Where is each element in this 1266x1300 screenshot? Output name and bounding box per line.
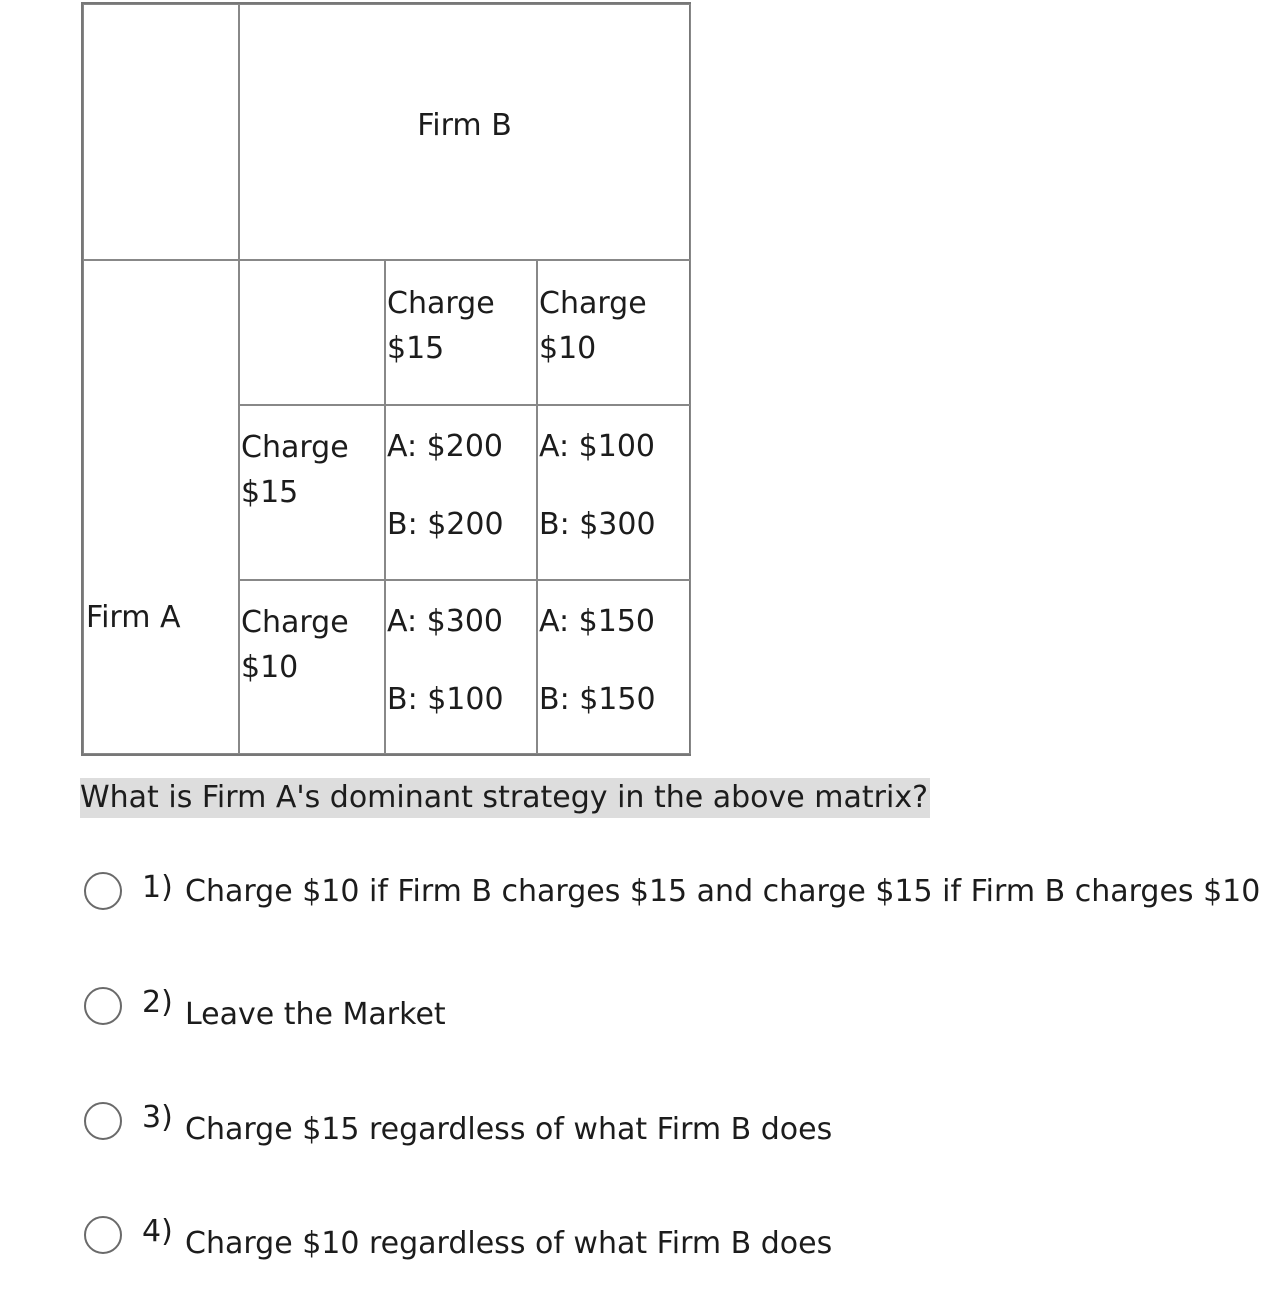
- col-header-label: Charge $15: [387, 286, 495, 366]
- firm-a-label-cell: [83, 260, 240, 754]
- radio-button[interactable]: [84, 1102, 122, 1140]
- payoff-cell: [536, 404, 691, 581]
- payoff-firm-b: B: $150: [539, 682, 656, 717]
- radio-button[interactable]: [84, 987, 122, 1025]
- col-header-label: Charge $10: [539, 286, 647, 366]
- payoff-firm-b: B: $100: [387, 682, 504, 717]
- option-number: 2): [142, 985, 173, 1020]
- payoff-matrix: [81, 2, 691, 756]
- payoff-firm-b: B: $200: [387, 507, 504, 542]
- row-header-label: Charge $10: [241, 605, 349, 685]
- col-header-charge-15: [384, 260, 538, 406]
- matrix-corner-cell: [83, 4, 240, 260]
- row-header-charge-10: [238, 579, 386, 754]
- option-number: 1): [142, 870, 173, 905]
- firm-a-label: Firm A: [86, 600, 181, 635]
- option-number: 4): [142, 1214, 173, 1249]
- option-text: Charge $10 if Firm B charges $15 and charge $15 if Firm B charges $10: [185, 874, 1261, 909]
- option-text: Charge $10 regardless of what Firm B does: [185, 1226, 833, 1261]
- row-header-label: Charge $15: [241, 430, 349, 510]
- row-header-charge-15: [238, 404, 386, 581]
- option-number: 3): [142, 1100, 173, 1135]
- inner-corner-cell: [238, 260, 386, 406]
- payoff-firm-a: A: $150: [539, 604, 655, 639]
- firm-b-label: Firm B: [417, 108, 512, 143]
- payoff-cell: [384, 404, 538, 581]
- payoff-cell: [384, 579, 538, 754]
- payoff-cell: [536, 579, 691, 754]
- radio-button[interactable]: [84, 1216, 122, 1254]
- payoff-firm-a: A: $200: [387, 429, 503, 464]
- option-text: Charge $15 regardless of what Firm B does: [185, 1112, 833, 1147]
- col-header-charge-10: [536, 260, 691, 406]
- payoff-firm-a: A: $100: [539, 429, 655, 464]
- payoff-firm-b: B: $300: [539, 507, 656, 542]
- radio-button[interactable]: [84, 872, 122, 910]
- payoff-firm-a: A: $300: [387, 604, 503, 639]
- question-text: What is Firm A's dominant strategy in the above matrix?: [80, 778, 930, 818]
- option-text: Leave the Market: [185, 997, 446, 1032]
- firm-b-header-cell: [238, 4, 691, 260]
